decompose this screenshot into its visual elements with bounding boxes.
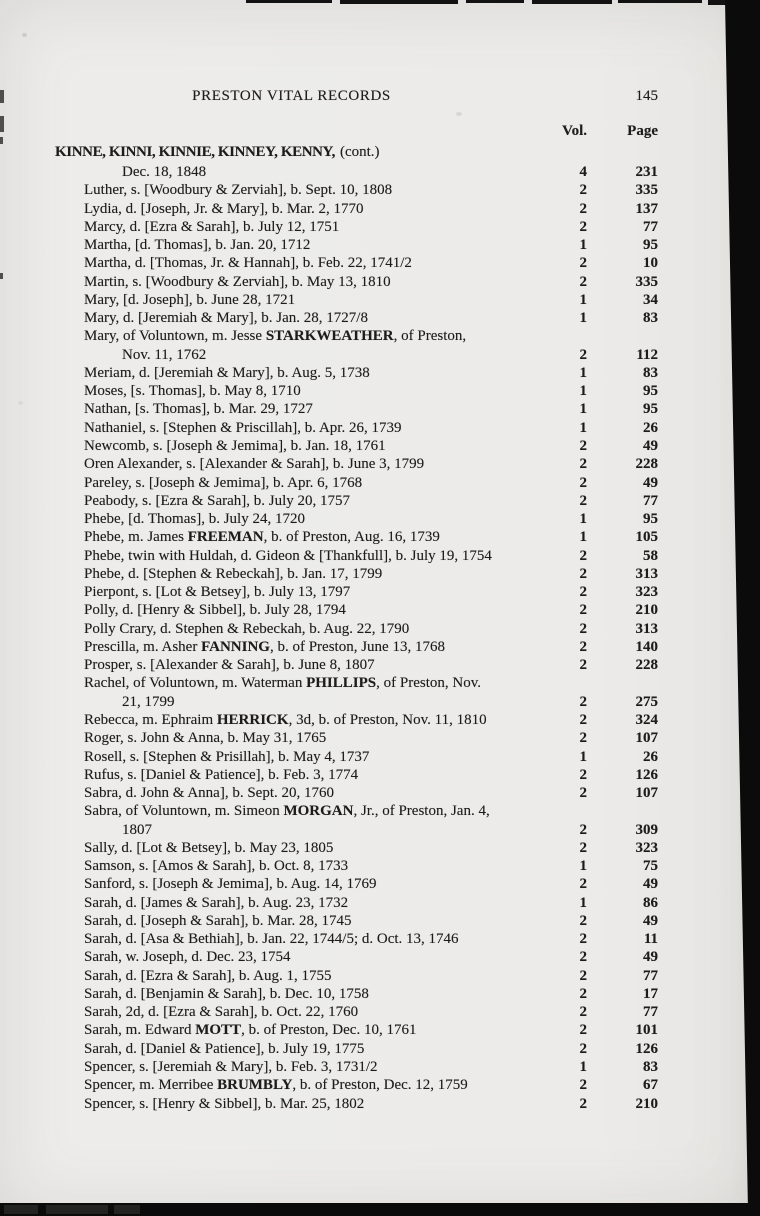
vol-cell: 2 xyxy=(579,620,587,637)
page-cell: 112 xyxy=(636,346,658,363)
page-cell: 77 xyxy=(643,218,658,235)
vol-cell: 2 xyxy=(579,638,587,655)
record-text: Moses, [s. Thomas], b. May 8, 1710 xyxy=(84,383,301,400)
page-cell: 77 xyxy=(643,492,658,509)
record-row xyxy=(0,638,760,656)
record-row xyxy=(0,163,760,181)
page-cell: 126 xyxy=(635,1040,658,1057)
record-row xyxy=(0,236,760,254)
record-row xyxy=(0,291,760,309)
record-text: Martha, [d. Thomas], b. Jan. 20, 1712 xyxy=(84,237,311,254)
record-text: Meriam, d. [Jeremiah & Mary], b. Aug. 5, 1738 xyxy=(84,364,370,381)
record-text: Phebe, d. [Stephen & Rebeckah], b. Jan. 17, 1799 xyxy=(84,565,383,582)
vol-cell: 2 xyxy=(579,474,587,491)
record-row xyxy=(0,565,760,583)
page-cell: 77 xyxy=(643,967,658,984)
record-text: Polly Crary, d. Stephen & Rebeckah, b. Aug. 22, 1790 xyxy=(84,620,410,637)
record-text: Mary, of Voluntown, m. Jesse STARKWEATHER, of Preston, xyxy=(84,328,467,345)
record-text: Phebe, [d. Thomas], b. July 24, 1720 xyxy=(84,511,305,528)
record-row xyxy=(0,766,760,784)
vol-cell: 2 xyxy=(579,346,587,363)
record-text: Sarah, d. [Asa & Bethiah], b. Jan. 22, 1744/5; d. Oct. 13, 1746 xyxy=(84,931,459,948)
left-edge-mark xyxy=(0,273,3,279)
page-cell: 126 xyxy=(635,766,658,783)
record-row xyxy=(0,455,760,473)
left-edge-mark xyxy=(0,137,3,144)
record-text: Sarah, d. [James & Sarah], b. Aug. 23, 1732 xyxy=(84,894,349,911)
vol-cell: 2 xyxy=(579,547,587,564)
record-row xyxy=(0,857,760,875)
vol-cell: 2 xyxy=(579,492,587,509)
record-text: Rufus, s. [Daniel & Patience], b. Feb. 3, 1774 xyxy=(84,766,359,783)
record-row xyxy=(0,327,760,345)
record-row xyxy=(0,273,760,291)
record-row xyxy=(0,309,760,327)
record-row xyxy=(0,1076,760,1094)
record-row xyxy=(0,656,760,674)
vol-cell: 2 xyxy=(579,711,587,728)
page-cell: 58 xyxy=(643,547,658,564)
page-cell: 86 xyxy=(643,894,658,911)
record-row xyxy=(0,1021,760,1039)
page-cell: 210 xyxy=(635,1095,658,1112)
record-row xyxy=(0,364,760,382)
record-text: Sarah, d. [Joseph & Sarah], b. Mar. 28, 1745 xyxy=(84,912,352,929)
record-row xyxy=(0,1003,760,1021)
record-row xyxy=(0,784,760,802)
document-title: PRESTON VITAL RECORDS xyxy=(192,88,391,104)
record-row xyxy=(0,875,760,893)
page-cell: 324 xyxy=(635,711,658,728)
record-row xyxy=(0,748,760,766)
record-row xyxy=(0,948,760,966)
record-text: Prosper, s. [Alexander & Sarah], b. June 8, 1807 xyxy=(84,657,375,674)
page-cell: 228 xyxy=(635,657,658,674)
page-cell: 95 xyxy=(643,401,658,418)
record-text: Sarah, 2d, d. [Ezra & Sarah], b. Oct. 22, 1760 xyxy=(84,1004,359,1021)
vol-cell: 2 xyxy=(579,1077,587,1094)
vol-cell: 2 xyxy=(579,931,587,948)
vol-cell: 2 xyxy=(579,912,587,929)
record-row xyxy=(0,492,760,510)
top-edge-scan-artifact xyxy=(466,0,524,3)
paper-smudge xyxy=(456,112,462,116)
page-cell: 83 xyxy=(643,1059,658,1076)
record-row xyxy=(0,601,760,619)
record-text: 1807 xyxy=(122,821,152,838)
record-text: Dec. 18, 1848 xyxy=(122,164,207,180)
vol-cell: 2 xyxy=(579,1095,587,1112)
record-text: Mary, [d. Joseph], b. June 28, 1721 xyxy=(84,291,296,308)
page-cell: 313 xyxy=(635,620,658,637)
page-cell: 105 xyxy=(635,529,658,546)
page-cell: 313 xyxy=(635,565,658,582)
record-text: Sanford, s. [Joseph & Jemima], b. Aug. 14, 1769 xyxy=(84,876,377,893)
record-row xyxy=(0,547,760,565)
column-header-vol: Vol. xyxy=(562,123,587,139)
record-text: Phebe, twin with Huldah, d. Gideon & [Thankfull], b. July 19, 1754 xyxy=(84,547,492,564)
vol-cell: 2 xyxy=(579,182,587,199)
record-text: Spencer, m. Merribee BRUMBLY, b. of Preston, Dec. 12, 1759 xyxy=(84,1077,468,1094)
scan-noise-patch xyxy=(114,1205,140,1214)
page-cell: 101 xyxy=(635,1022,658,1039)
record-text: Roger, s. John & Anna, b. May 31, 1765 xyxy=(84,730,327,747)
record-text: Newcomb, s. [Joseph & Jemima], b. Jan. 18, 1761 xyxy=(84,437,386,454)
page-cell: 49 xyxy=(643,912,658,929)
record-row xyxy=(0,912,760,930)
record-text: Nov. 11, 1762 xyxy=(122,346,207,363)
page-cell: 49 xyxy=(643,876,658,893)
vol-cell: 2 xyxy=(579,839,587,856)
page-cell: 275 xyxy=(635,693,658,710)
column-header-page: Page xyxy=(627,123,658,139)
vol-cell: 2 xyxy=(579,200,587,217)
record-row xyxy=(0,839,760,857)
scan-noise-patch xyxy=(4,1205,38,1214)
record-text: Spencer, s. [Jeremiah & Mary], b. Feb. 3, 1731/2 xyxy=(84,1059,378,1076)
page-cell: 323 xyxy=(635,584,658,601)
scan-noise-patch xyxy=(46,1205,108,1214)
vol-cell: 1 xyxy=(579,894,587,911)
page-cell: 323 xyxy=(635,839,658,856)
record-row xyxy=(0,711,760,729)
record-row xyxy=(0,400,760,418)
vol-cell: 2 xyxy=(579,876,587,893)
page-cell: 107 xyxy=(635,785,658,802)
vol-cell: 2 xyxy=(579,949,587,966)
vol-cell: 2 xyxy=(579,1022,587,1039)
vol-cell: 2 xyxy=(579,985,587,1002)
page-cell: 95 xyxy=(643,511,658,528)
record-text: Rebecca, m. Ephraim HERRICK, 3d, b. of Preston, Nov. 11, 1810 xyxy=(84,711,487,728)
record-text: Nathan, [s. Thomas], b. Mar. 29, 1727 xyxy=(84,401,313,418)
top-edge-scan-artifact xyxy=(618,0,702,3)
page-cell: 34 xyxy=(643,291,658,308)
record-text: Sabra, d. John & Anna], b. Sept. 20, 1760 xyxy=(84,785,334,802)
record-row xyxy=(0,510,760,528)
record-text: Sarah, d. [Daniel & Patience], b. July 19, 1775 xyxy=(84,1040,365,1057)
page-cell: 75 xyxy=(643,858,658,875)
page-cell: 49 xyxy=(643,474,658,491)
left-edge-mark xyxy=(0,90,4,103)
record-text: Marcy, d. [Ezra & Sarah], b. July 12, 1751 xyxy=(84,218,340,235)
record-row xyxy=(0,674,760,692)
record-text: Pierpont, s. [Lot & Betsey], b. July 13, 1797 xyxy=(84,584,351,601)
record-text: Spencer, s. [Henry & Sibbel], b. Mar. 25, 1802 xyxy=(84,1095,365,1112)
page-cell: 107 xyxy=(635,730,658,747)
record-row xyxy=(0,382,760,400)
record-row xyxy=(0,620,760,638)
top-edge-scan-artifact xyxy=(246,0,332,3)
record-text: Sarah, d. [Ezra & Sarah], b. Aug. 1, 1755 xyxy=(84,967,332,984)
record-text: Rachel, of Voluntown, m. Waterman PHILLIPS, of Preston, Nov. xyxy=(84,675,481,692)
section-heading xyxy=(55,144,380,161)
record-row xyxy=(0,474,760,492)
vol-cell: 2 xyxy=(579,456,587,473)
record-text: Sarah, d. [Benjamin & Sarah], b. Dec. 10, 1758 xyxy=(84,985,369,1002)
vol-cell: 1 xyxy=(579,401,587,418)
vol-cell: 2 xyxy=(579,437,587,454)
record-text: Mary, d. [Jeremiah & Mary], b. Jan. 28, 1727/8 xyxy=(84,310,368,327)
vol-cell: 1 xyxy=(579,511,587,528)
vol-cell: 1 xyxy=(579,529,587,546)
record-text: Prescilla, m. Asher FANNING, b. of Preston, June 13, 1768 xyxy=(84,638,445,655)
record-text: Pareley, s. [Joseph & Jemima], b. Apr. 6, 1768 xyxy=(84,474,363,491)
section-heading-cont: (cont.) xyxy=(339,144,380,160)
record-text: 21, 1799 xyxy=(122,693,175,710)
record-row xyxy=(0,346,760,364)
bottom-edge-scan-artifact xyxy=(0,1203,760,1216)
record-text: Martha, d. [Thomas, Jr. & Hannah], b. Feb. 22, 1741/2 xyxy=(84,255,412,272)
page-cell: 26 xyxy=(643,748,658,765)
top-edge-scan-artifact xyxy=(340,0,458,4)
page-cell: 335 xyxy=(635,182,658,199)
page-cell: 210 xyxy=(635,602,658,619)
record-row xyxy=(0,729,760,747)
record-text: Lydia, d. [Joseph, Jr. & Mary], b. Mar. 2, 1770 xyxy=(84,200,364,217)
paper-smudge xyxy=(22,33,27,37)
page-number: 145 xyxy=(635,88,658,104)
vol-cell: 2 xyxy=(579,766,587,783)
record-text: Sally, d. [Lot & Betsey], b. May 23, 1805 xyxy=(84,839,334,856)
page-cell: 77 xyxy=(643,1004,658,1021)
record-text: Oren Alexander, s. [Alexander & Sarah], b. June 3, 1799 xyxy=(84,456,425,473)
vol-cell: 2 xyxy=(579,693,587,710)
record-text: Luther, s. [Woodbury & Zerviah], b. Sept. 10, 1808 xyxy=(84,182,393,199)
record-text: Martin, s. [Woodbury & Zerviah], b. May 13, 1810 xyxy=(84,273,391,290)
record-text: Sarah, w. Joseph, d. Dec. 23, 1754 xyxy=(84,949,291,966)
record-row xyxy=(0,419,760,437)
page-cell: 49 xyxy=(643,949,658,966)
record-row xyxy=(0,181,760,199)
vol-cell: 1 xyxy=(579,364,587,381)
record-row xyxy=(0,985,760,1003)
vol-cell: 2 xyxy=(579,255,587,272)
record-row xyxy=(0,583,760,601)
record-row xyxy=(0,218,760,236)
page-cell: 137 xyxy=(635,200,658,217)
record-text: Phebe, m. James FREEMAN, b. of Preston, Aug. 16, 1739 xyxy=(84,529,440,546)
record-row xyxy=(0,967,760,985)
page-cell: 49 xyxy=(643,437,658,454)
record-row xyxy=(0,693,760,711)
record-row xyxy=(0,802,760,820)
vol-cell: 2 xyxy=(579,785,587,802)
vol-cell: 1 xyxy=(579,1059,587,1076)
record-text: Rosell, s. [Stephen & Prisillah], b. May 4, 1737 xyxy=(84,748,370,765)
vol-cell: 1 xyxy=(579,237,587,254)
vol-cell: 2 xyxy=(579,565,587,582)
vol-cell: 2 xyxy=(579,1004,587,1021)
record-text: Nathaniel, s. [Stephen & Priscillah], b. Apr. 26, 1739 xyxy=(84,419,402,436)
vol-cell: 2 xyxy=(579,273,587,290)
vol-cell: 1 xyxy=(579,383,587,400)
record-text: Polly, d. [Henry & Sibbel], b. July 28, 1794 xyxy=(84,602,346,619)
record-row xyxy=(0,930,760,948)
vol-cell: 2 xyxy=(579,602,587,619)
page-cell: 95 xyxy=(643,237,658,254)
vol-cell: 1 xyxy=(579,419,587,436)
record-row xyxy=(0,254,760,272)
record-row xyxy=(0,200,760,218)
left-edge-mark xyxy=(0,116,4,132)
page-cell: 10 xyxy=(643,255,658,272)
vol-cell: 2 xyxy=(579,657,587,674)
record-row xyxy=(0,1058,760,1076)
vol-cell: 1 xyxy=(579,748,587,765)
page-cell: 309 xyxy=(635,821,658,838)
vol-cell: 1 xyxy=(579,291,587,308)
record-text: Sabra, of Voluntown, m. Simeon MORGAN, Jr., of Preston, Jan. 4, xyxy=(84,803,490,820)
page-cell: 335 xyxy=(635,273,658,290)
records-list xyxy=(0,163,760,1113)
vol-cell: 2 xyxy=(579,730,587,747)
record-row xyxy=(0,821,760,839)
vol-cell: 4 xyxy=(579,164,587,180)
record-text: Sarah, m. Edward MOTT, b. of Preston, Dec. 10, 1761 xyxy=(84,1022,417,1039)
record-row xyxy=(0,437,760,455)
page-cell: 26 xyxy=(643,419,658,436)
page-cell: 83 xyxy=(643,364,658,381)
record-row xyxy=(0,528,760,546)
page-cell: 17 xyxy=(643,985,658,1002)
vol-cell: 2 xyxy=(579,821,587,838)
record-row xyxy=(0,894,760,912)
vol-cell: 2 xyxy=(579,967,587,984)
page-cell: 231 xyxy=(635,164,658,180)
top-edge-scan-artifact xyxy=(532,0,612,4)
vol-cell: 2 xyxy=(579,584,587,601)
vol-cell: 1 xyxy=(579,310,587,327)
vol-cell: 1 xyxy=(579,858,587,875)
record-row xyxy=(0,1095,760,1113)
page-cell: 83 xyxy=(643,310,658,327)
paper-smudge xyxy=(18,401,23,405)
record-text: Peabody, s. [Ezra & Sarah], b. July 20, 1757 xyxy=(84,492,351,509)
page-cell: 140 xyxy=(635,638,658,655)
record-text: Samson, s. [Amos & Sarah], b. Oct. 8, 1733 xyxy=(84,858,349,875)
vol-cell: 2 xyxy=(579,218,587,235)
section-heading-surnames: KINNE, KINNI, KINNIE, KINNEY, KENNY, xyxy=(55,144,335,160)
page-cell: 228 xyxy=(635,456,658,473)
vol-cell: 2 xyxy=(579,1040,587,1057)
page-cell: 67 xyxy=(643,1077,658,1094)
record-row xyxy=(0,1040,760,1058)
page-cell: 11 xyxy=(643,931,658,948)
page-cell: 95 xyxy=(643,383,658,400)
